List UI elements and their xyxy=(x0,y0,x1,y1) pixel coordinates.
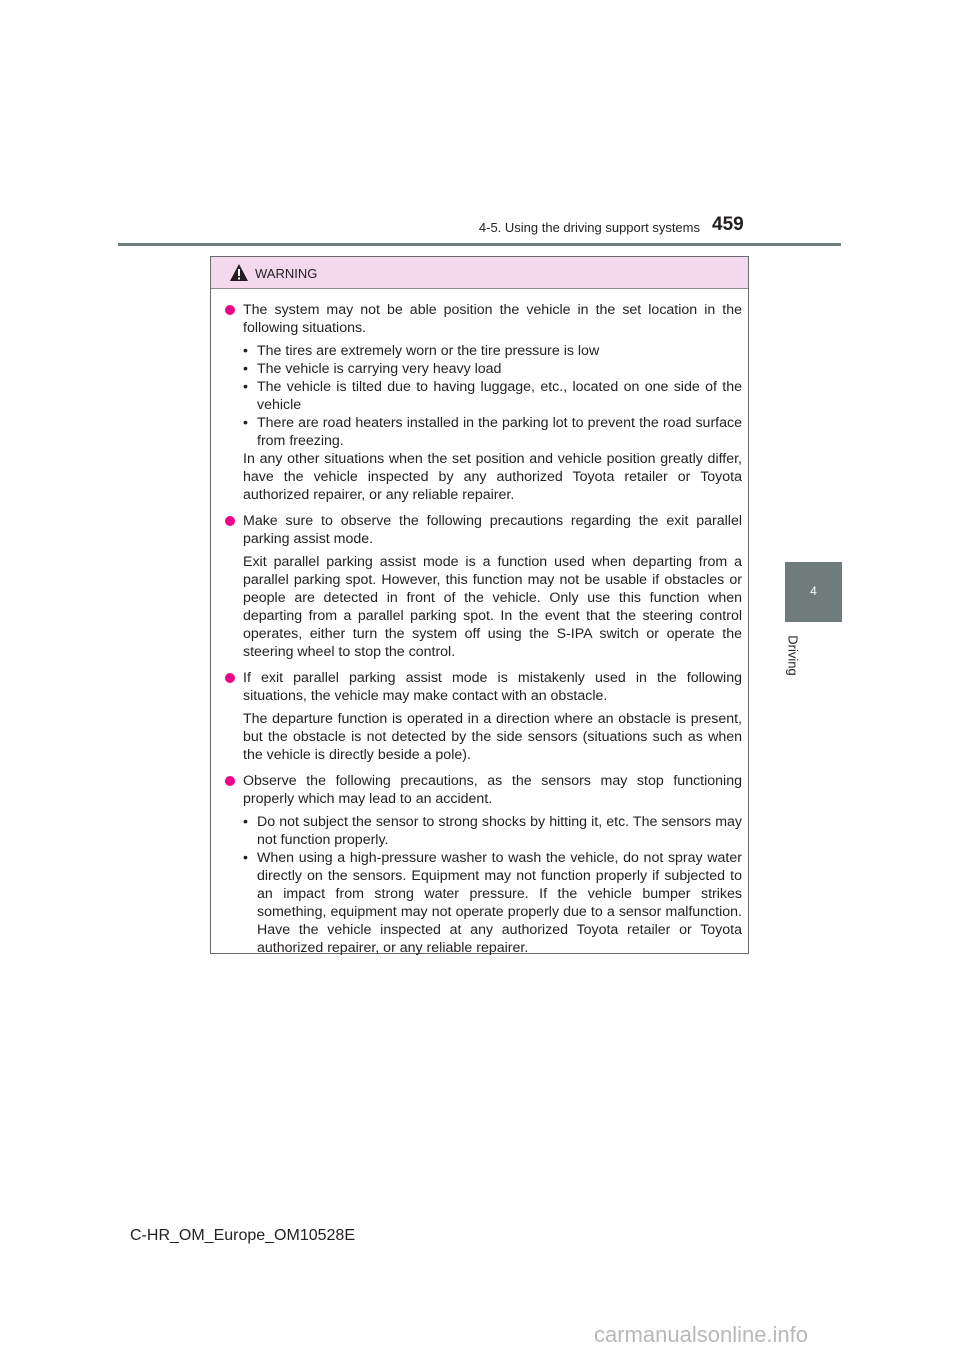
warning-point xyxy=(225,669,742,764)
chapter-number: 4 xyxy=(810,584,817,598)
point-detail: Exit parallel parking assist mode is a function used when departing from a parallel parking spot. However, this function may not be usable if obstacles or people are detected in front of the vehicle. Only use this function when departing from a parallel parking spot. In the event that the steering control operates, either turn the system off using the S-IPA switch or operate the steering wheel to stop the control. xyxy=(243,554,742,660)
bullet-icon xyxy=(225,305,235,315)
page-number: 459 xyxy=(712,214,744,235)
warning-point xyxy=(225,512,742,661)
list-item: • Do not subject the sensor to strong shocks by hitting it, etc. The sensors may not function properly. xyxy=(243,814,742,848)
watermark: carmanualsonline.info xyxy=(594,1322,809,1347)
section-title: 4-5. Using the driving support systems xyxy=(478,220,700,235)
point-text: Observe the following precautions, as the sensors may stop functioning properly which may lead to an accident. xyxy=(243,773,742,807)
point-followup: In any other situations when the set position and vehicle position greatly differ, have the vehicle inspected by any authorized Toyota retailer or Toyota authorized repairer, or any reliable repairer. xyxy=(243,451,742,503)
point-detail: The departure function is operated in a direction where an obstacle is present, but the obstacle is not detected by the side sensors (situations such as when the vehicle is directly beside a pole). xyxy=(243,711,742,763)
warning-point xyxy=(225,772,742,957)
list-item: • The vehicle is carrying very heavy load xyxy=(243,361,502,377)
chapter-label: Driving xyxy=(785,635,801,676)
list-item: • The tires are extremely worn or the tire pressure is low xyxy=(243,343,600,359)
point-text: Make sure to observe the following precautions regarding the exit parallel parking assist mode. xyxy=(243,513,742,547)
warning-title: WARNING xyxy=(255,266,318,281)
bullet-icon xyxy=(225,516,235,526)
condition-list xyxy=(243,342,742,450)
warning-header xyxy=(211,257,748,289)
precaution-list xyxy=(243,813,742,957)
chapter-side-label xyxy=(786,632,800,678)
warning-point xyxy=(225,301,742,504)
bullet-icon xyxy=(225,673,235,683)
header-rule xyxy=(118,243,841,246)
point-text: The system may not be able position the vehicle in the set location in the following situations. xyxy=(243,302,742,336)
list-item: • There are road heaters installed in the parking lot to prevent the road surface from freezing. xyxy=(243,415,742,449)
warning-box xyxy=(210,256,749,954)
warning-triangle-icon xyxy=(229,263,249,282)
point-text: If exit parallel parking assist mode is mistakenly used in the following situations, the vehicle may make contact with an obstacle. xyxy=(243,670,742,704)
document-code: C-HR_OM_Europe_OM10528E xyxy=(130,1227,355,1244)
chapter-tab xyxy=(785,562,842,622)
list-item: • When using a high-pressure washer to wash the vehicle, do not spray water directly on the sensors. Equipment may not function properly if subjected to an impact from strong water pressure. If the vehicle bumper strikes something, equipment may not operate properly due to a sensor malfunction. Have the vehicle inspected at any authorized Toyota retailer or Toyota authorized repairer, or any reliable repairer. xyxy=(243,850,742,956)
list-item: • The vehicle is tilted due to having luggage, etc., located on one side of the vehicle xyxy=(243,379,742,413)
bullet-icon xyxy=(225,776,235,786)
warning-body xyxy=(211,289,748,957)
